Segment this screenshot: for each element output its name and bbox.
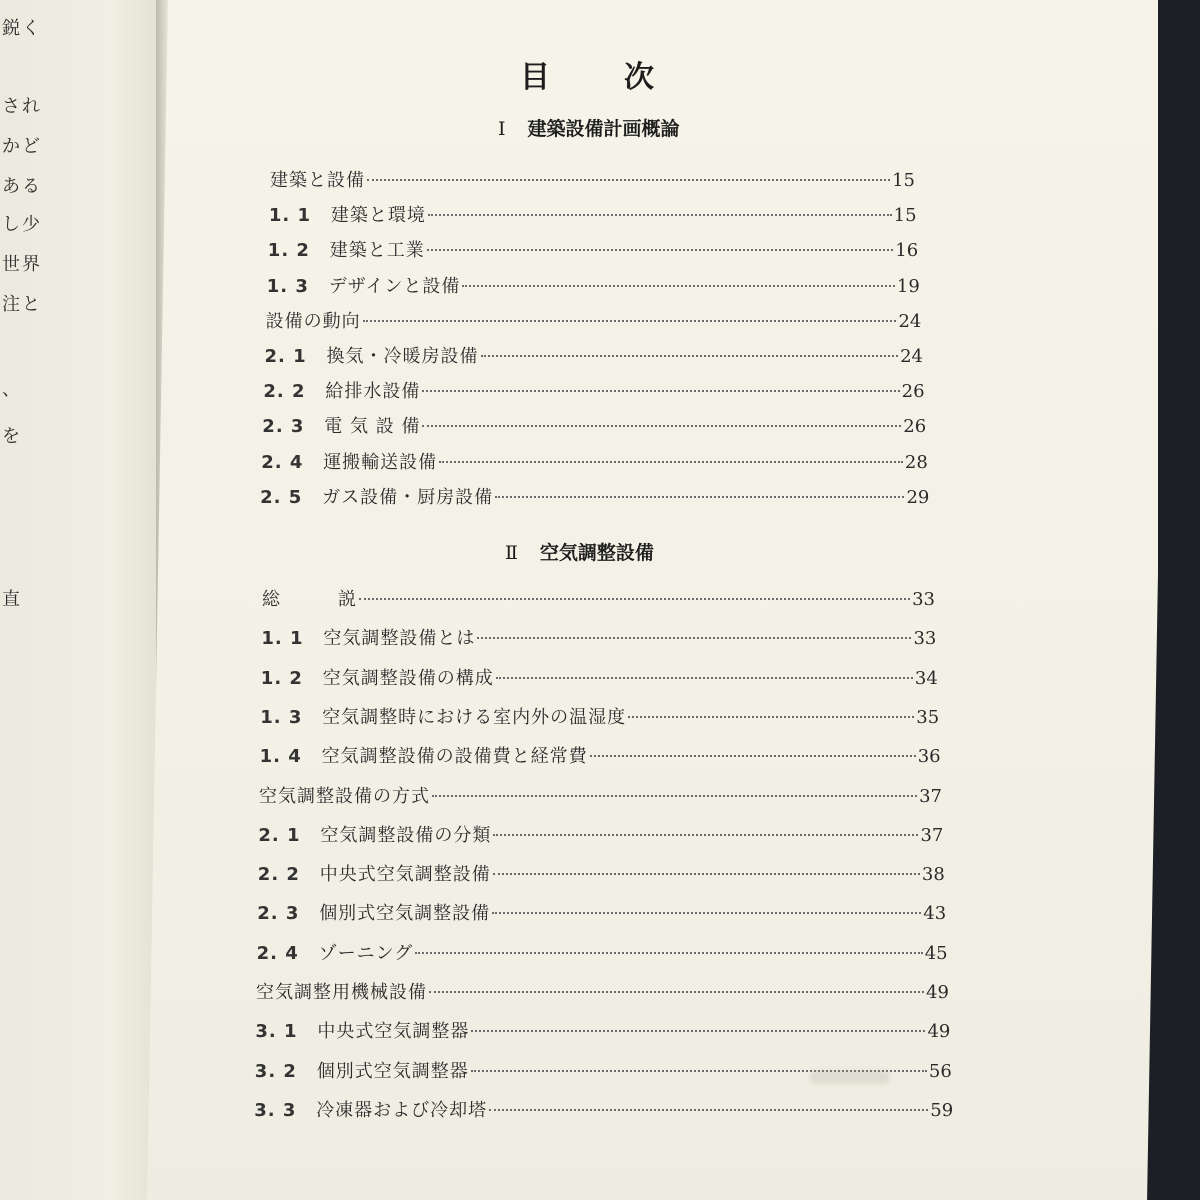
toc-entry [266, 307, 922, 333]
toc-entry-number: 1. 3 [266, 275, 309, 297]
dot-leader [367, 179, 890, 181]
toc-entry-title: 総 説 [262, 589, 357, 610]
toc-entry-title: 電 気 設 備 [324, 416, 421, 438]
toc-entry-page: 26 [901, 381, 925, 403]
toc-entry-title: ガス設備・厨房設備 [322, 486, 494, 508]
section-number: Ⅱ [505, 542, 518, 564]
toc-entry-page: 38 [921, 864, 945, 886]
dot-leader [493, 873, 920, 875]
toc-entry [261, 664, 938, 690]
toc-entry [257, 899, 946, 925]
dot-leader [422, 425, 901, 427]
toc-entry-title: 中央式空気調整設備 [319, 864, 491, 886]
toc-entry-title: 空気調整設備の構成 [322, 667, 494, 689]
dot-leader [428, 214, 892, 216]
toc-entry-page: 15 [893, 205, 917, 227]
toc-entry-page: 26 [903, 416, 927, 438]
dot-leader [477, 637, 911, 639]
dot-leader [427, 249, 893, 251]
toc-entry-number: 1. 1 [268, 205, 312, 227]
toc-entry-number: 3. 2 [254, 1060, 297, 1082]
toc-entry-title: 中央式空気調整器 [317, 1021, 470, 1043]
toc-entry-number: 1. 2 [260, 667, 303, 689]
dot-leader [489, 1109, 928, 1111]
toc-entry [269, 201, 917, 227]
left-text-fragment: 鋭く [2, 18, 42, 39]
left-text-fragment: ある [2, 176, 42, 197]
left-page [0, 0, 158, 1200]
left-text-fragment: され [2, 96, 42, 117]
toc-entry [260, 483, 929, 509]
page-edge-shadow [1158, 0, 1200, 1200]
left-text-fragment: 世界 [2, 254, 42, 275]
page-smudge [810, 1070, 890, 1084]
toc-entry-title: 空気調整時における室内外の温湿度 [322, 706, 627, 728]
dot-leader [471, 1030, 925, 1032]
toc-entry [256, 978, 949, 1004]
toc-entry-number: 2. 2 [263, 381, 306, 403]
toc-entry-number: 2. 3 [257, 903, 300, 925]
dot-leader [359, 598, 910, 600]
toc-entry-page: 34 [914, 667, 938, 689]
toc-entry-page: 59 [930, 1099, 954, 1121]
toc-entry-title: 空気調整設備の分類 [320, 824, 492, 846]
toc-entry [261, 448, 928, 474]
section-heading [498, 114, 680, 141]
toc-entry [254, 1096, 953, 1122]
toc-entry-title: 建築と環境 [330, 205, 426, 227]
toc-entry [262, 412, 926, 438]
left-text-fragment: かど [2, 136, 42, 157]
dot-leader [439, 461, 903, 463]
toc-entry-page: 16 [895, 240, 919, 262]
toc-entry-page: 43 [923, 903, 947, 925]
toc-entry [262, 585, 935, 611]
toc-entry [257, 939, 948, 965]
toc-entry-page: 37 [919, 785, 942, 807]
toc-entry [258, 860, 945, 886]
toc-entry-number: 1. 1 [261, 628, 304, 650]
toc-entry-page: 33 [912, 589, 935, 610]
toc-entry-title: デザインと設備 [328, 275, 461, 297]
toc-entry-number: 2. 4 [256, 942, 299, 964]
toc-entry-page: 15 [892, 170, 915, 191]
toc-entry-page: 24 [900, 346, 923, 367]
toc-entry [261, 624, 936, 650]
left-text-fragment: を [2, 426, 22, 447]
dot-leader [496, 677, 913, 679]
toc-entry-number: 1. 3 [260, 706, 303, 728]
toc-entry-number: 2. 5 [260, 486, 303, 508]
left-text-fragment: 注と [2, 294, 42, 315]
toc-entry-page: 45 [924, 942, 948, 964]
toc-entry-title: ゾーニング [318, 942, 414, 964]
toc-entry-number: 3. 1 [255, 1021, 298, 1043]
toc-entry-number: 3. 3 [254, 1099, 297, 1121]
section-number: Ⅰ [498, 118, 506, 140]
toc-entry-title: 冷凍器および冷却塔 [316, 1099, 488, 1121]
toc-entry-number: 1. 2 [267, 240, 310, 262]
dot-leader [462, 285, 894, 287]
dot-leader [363, 320, 897, 322]
toc-entry [260, 703, 939, 729]
toc-entry [263, 377, 924, 403]
dot-leader [590, 755, 916, 757]
dot-leader [422, 390, 899, 392]
left-text-fragment: 、 [2, 379, 22, 400]
toc-entry-title: 換気・冷暖房設備 [326, 346, 479, 367]
toc-entry-number: 2. 3 [262, 416, 305, 438]
toc-entry-number: 2. 1 [264, 346, 307, 367]
dot-leader [415, 952, 922, 954]
dot-leader [481, 355, 899, 357]
toc-entry-page: 19 [896, 275, 920, 297]
toc-entry-page: 49 [927, 1021, 951, 1043]
toc-entry-number: 2. 2 [257, 864, 300, 886]
toc-entry-title: 設備の動向 [265, 310, 361, 332]
dot-leader [432, 795, 917, 797]
toc-entry [259, 782, 942, 808]
toc-entry [258, 821, 943, 847]
section-title: 建築設備計画概論 [527, 118, 680, 140]
toc-entry [267, 272, 920, 298]
toc-entry-page: 29 [906, 486, 930, 508]
section-title: 空気調整設備 [539, 542, 654, 564]
toc-entry-title: 空気調整設備とは [323, 628, 476, 650]
dot-leader [495, 496, 904, 498]
left-text-fragment: し少 [2, 214, 42, 235]
toc-entry-page: 49 [926, 982, 949, 1003]
toc-entry-page: 35 [916, 706, 940, 728]
toc-entry-title: 個別式空気調整器 [316, 1060, 469, 1082]
toc-entry-number: 2. 4 [261, 451, 304, 473]
dot-leader [493, 834, 918, 836]
left-text-fragment: 直 [2, 589, 22, 610]
toc-entry [268, 236, 918, 262]
toc-entry-title: 給排水設備 [325, 381, 421, 403]
toc-entry-page: 36 [917, 746, 941, 768]
toc-entry-page: 56 [928, 1060, 952, 1082]
toc-entry-title: 空気調整設備の方式 [259, 785, 430, 807]
toc-entry-page: 33 [913, 628, 937, 650]
toc-entry-number: 2. 1 [258, 824, 301, 846]
toc-entry-title: 運搬輸送設備 [323, 451, 438, 473]
toc-entry-title: 建築と設備 [270, 170, 365, 191]
toc-entry-page: 28 [904, 451, 928, 473]
dot-leader [429, 991, 924, 993]
toc-entry [260, 742, 941, 768]
toc-entry-number: 1. 4 [259, 746, 302, 768]
section-heading [505, 538, 654, 565]
toc-entry [265, 342, 924, 368]
toc-entry-title: 建築と工業 [329, 240, 425, 262]
toc-entry [270, 166, 915, 192]
toc-entry-title: 空気調整設備の設備費と経常費 [321, 746, 588, 768]
toc-entry-page: 24 [898, 310, 922, 332]
toc-title: 目次 [520, 60, 728, 95]
toc-entry-title: 個別式空気調整設備 [319, 903, 491, 925]
toc-entry [255, 1017, 950, 1043]
toc-entry-title: 空気調整用機械設備 [256, 982, 427, 1003]
dot-leader [492, 912, 921, 914]
dot-leader [628, 716, 914, 718]
toc-entry-page: 37 [920, 824, 944, 846]
